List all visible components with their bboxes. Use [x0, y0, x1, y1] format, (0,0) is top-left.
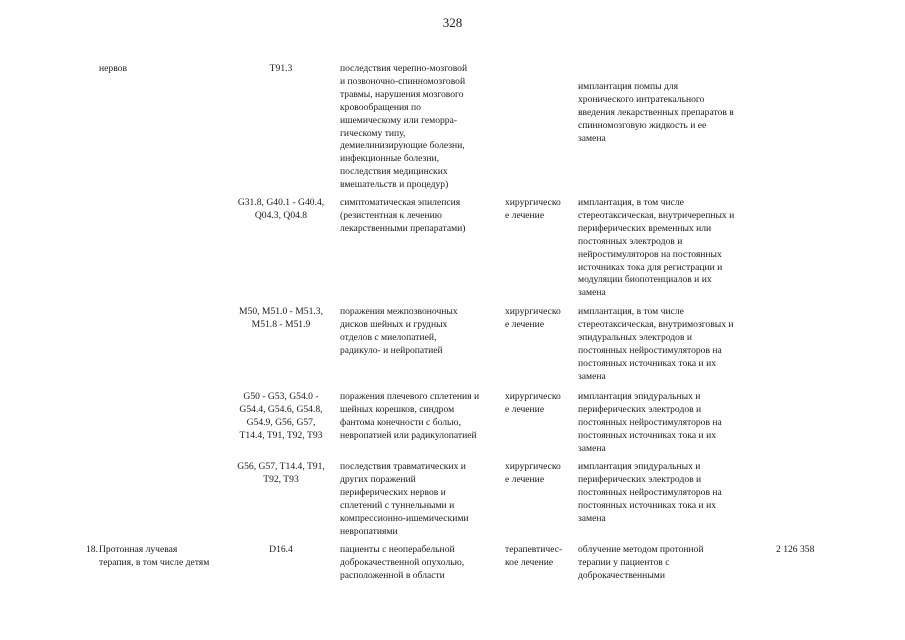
method-cell: имплантация, в том числе стереотаксическая, внутримозговых и эпидуральных электродов и постоянных нейростимуляторов на постоянных источниках тока и их замена: [578, 306, 734, 382]
code-cell: D16.4: [269, 544, 293, 555]
code-cell: G50 - G53, G54.0 - G54.4, G54.6, G54.8, G54.9, G56, G57, T14.4, T91, T92, T93: [239, 391, 323, 441]
page-number: 328: [442, 15, 463, 30]
type-cell: хирургическо е лечение: [505, 461, 561, 485]
code-cell: G31.8, G40.1 - G40.4, Q04.3, Q04.8: [237, 197, 325, 221]
method-cell: облучение методом протонной терапии у пациентов с доброкачественными: [578, 544, 704, 581]
diagnosis-cell: последствия травматических и других поражений периферических нервов и сплетений с туннельными и компрессионно-ишемическими невропатиями: [340, 461, 469, 537]
row-number-cell: 18.: [86, 544, 98, 555]
type-cell: хирургическо е лечение: [505, 391, 561, 415]
method-cell: имплантация эпидуральных и периферических электродов и постоянных нейростимуляторов на постоянных источниках тока и их замена: [578, 391, 722, 454]
diagnosis-cell: симптоматическая эпилепсия (резистентная к лечению лекарственными препаратами): [340, 197, 466, 234]
name-cell: Протонная лучевая терапия, в том числе детям: [99, 544, 210, 568]
diagnosis-cell: последствия черепно-мозговой и позвоночно-спинномозговой травмы, нарушения мозгового кровообращения по ишемическому или геморра- гическому типу, демиелинизирующие болезни, инфекционные болезни, последствия медицинских вмешательств и процедур): [340, 63, 468, 191]
code-cell: M50, M51.0 - M51.3, M51.8 - M51.9: [239, 306, 323, 330]
name-cell: нервов: [99, 63, 127, 74]
diagnosis-cell: поражения плечевого сплетения и шейных корешков, синдром фантома конечности с болью, невропатией или радикулопатией: [340, 391, 480, 441]
code-cell: T91.3: [269, 63, 293, 74]
cost-cell: 2 126 358: [776, 544, 815, 555]
method-cell: имплантация помпы для хронического интратекального введения лекарственных препаратов в спинномозговую жидкость и ее замена: [578, 81, 734, 144]
type-cell: хирургическо е лечение: [505, 306, 561, 330]
code-cell: G56, G57, T14.4, T91, T92, T93: [237, 461, 325, 485]
diagnosis-cell: пациенты с неоперабельной доброкачественной опухолью, расположенной в области: [340, 544, 465, 581]
method-cell: имплантация эпидуральных и периферических электродов и постоянных нейростимуляторов на постоянных источниках тока и их замена: [578, 461, 722, 524]
diagnosis-cell: поражения межпозвоночных дисков шейных и грудных отделов с миелопатией, радикуло- и нейропатией: [340, 306, 458, 356]
method-cell: имплантация, в том числе стереотаксическая, внутричерепных и периферических временных или постоянных электродов и нейростимуляторов на постоянных источниках тока для регистрации и модуляции биопотенциалов и их замена: [578, 197, 735, 299]
type-cell: хирургическо е лечение: [505, 197, 561, 221]
type-cell: терапевтичес- кое лечение: [505, 544, 563, 568]
